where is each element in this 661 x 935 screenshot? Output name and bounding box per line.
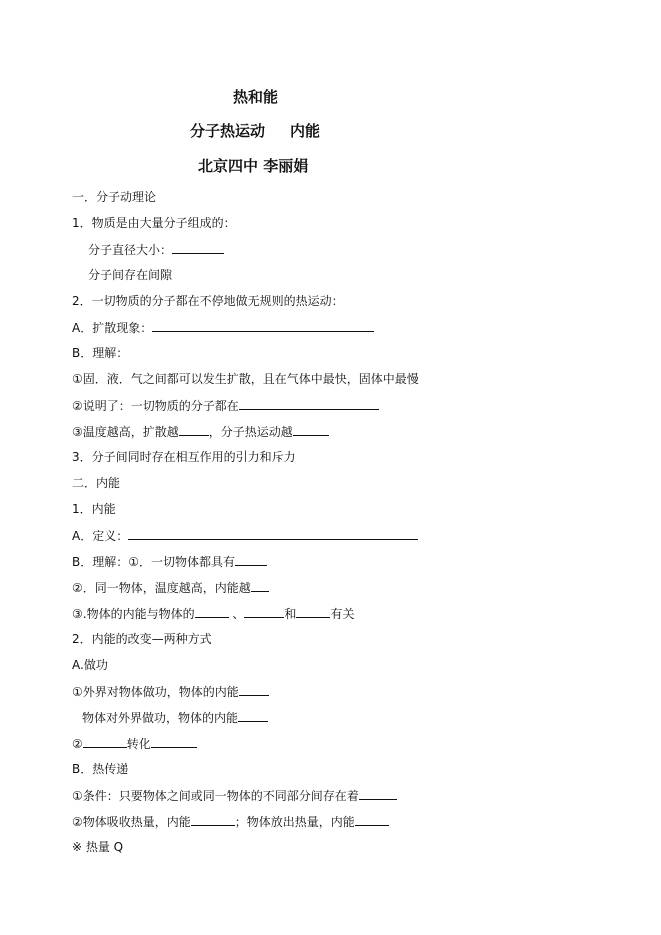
item-1-1: 1．物质是由大量分子组成的： (72, 216, 236, 230)
item-1-2b1: ①固．液．气之间都可以发生扩散，且在气体中最快，固体中最慢 (72, 372, 419, 386)
item-2-2b2-label-a: ②物体吸收热量，内能 (72, 815, 191, 829)
item-1-3: 3．分子间同时存在相互作用的引力和斥力 (72, 450, 296, 464)
item-2-1b3-label-d: 有关 (330, 607, 355, 621)
item-1-1b: 分子间存在间隙 (88, 268, 173, 282)
fill-blank (152, 320, 374, 332)
item-2-2b2-label-b: ；物体放出热量，内能 (234, 815, 355, 829)
item-1-2b2-label: ②说明了：一切物质的分子都在 (72, 399, 239, 413)
item-2-note: ※ 热量 Q (72, 840, 124, 854)
section-2-heading: 二．内能 (72, 476, 121, 490)
fill-blank (83, 736, 127, 748)
item-1-2: 2．一切物质的分子都在不停地做无规则的热运动： (72, 294, 344, 308)
item-2-1b3-label-b: 、 (232, 607, 245, 621)
item-2-1b3 (72, 606, 354, 621)
doc-subtitle-b: 内能 (290, 122, 321, 140)
fill-blank (238, 710, 268, 722)
doc-title: 热和能 (233, 88, 279, 106)
item-2-2b2 (72, 814, 389, 829)
item-1-1a (88, 242, 224, 257)
item-2-2a1 (72, 684, 269, 699)
fill-blank (179, 424, 209, 436)
fill-blank (151, 736, 197, 748)
item-2-1b3-label-a: ③.物体的内能与物体的 (72, 607, 195, 621)
item-2-2a2-label: 物体对外界做功，物体的内能 (82, 711, 239, 725)
item-2-2: 2．内能的改变—两种方式 (72, 632, 212, 646)
doc-subtitle-a: 分子热运动 (190, 122, 266, 140)
item-2-1b2-label: ②．同一物体，温度越高，内能越 (72, 581, 251, 595)
fill-blank (239, 684, 269, 696)
item-2-1b-label: B．理解：①．一切物体都具有 (72, 555, 235, 569)
fill-blank (128, 528, 418, 540)
item-1-2b2 (72, 398, 379, 413)
item-2-2a3-label-b: 转化 (126, 737, 151, 751)
item-1-2a-label: A．扩散现象： (72, 321, 153, 335)
item-2-2a3-label-a: ② (72, 737, 83, 751)
fill-blank (296, 606, 330, 618)
item-2-2a3 (72, 736, 197, 751)
fill-blank (359, 788, 397, 800)
item-1-2b3 (72, 424, 329, 439)
item-2-2a2 (82, 710, 268, 725)
item-2-1b3-label-c: 和 (284, 607, 297, 621)
fill-blank (239, 398, 379, 410)
item-2-2b: B．热传递 (72, 762, 129, 776)
item-1-2b3-label-a: ③温度越高，扩散越 (72, 425, 179, 439)
item-2-1b (72, 554, 267, 569)
item-2-1a-label: A．定义： (72, 529, 129, 543)
item-1-2b: B．理解： (72, 346, 129, 360)
item-2-2a1-label: ①外界对物体做功，物体的内能 (72, 685, 239, 699)
fill-blank (251, 580, 269, 592)
item-1-2b3-label-b: ，分子热运动越 (208, 425, 293, 439)
item-1-2a (72, 320, 374, 335)
fill-blank (191, 814, 235, 826)
fill-blank (293, 424, 329, 436)
fill-blank (172, 242, 224, 254)
fill-blank (355, 814, 389, 826)
fill-blank (235, 554, 267, 566)
fill-blank (244, 606, 284, 618)
item-1-1a-label: 分子直径大小： (88, 243, 173, 257)
item-2-1: 1．内能 (72, 502, 116, 516)
item-2-2a: A.做功 (72, 658, 108, 672)
doc-author: 北京四中 李丽娟 (198, 157, 309, 175)
item-2-2b1 (72, 788, 397, 803)
section-1-heading: 一．分子动理论 (72, 190, 157, 204)
item-2-2b1-label: ①条件：只要物体之间或同一物体的不同部分间存在着 (72, 789, 359, 803)
fill-blank (195, 606, 229, 618)
item-2-1a (72, 528, 418, 543)
item-2-1b2 (72, 580, 269, 595)
